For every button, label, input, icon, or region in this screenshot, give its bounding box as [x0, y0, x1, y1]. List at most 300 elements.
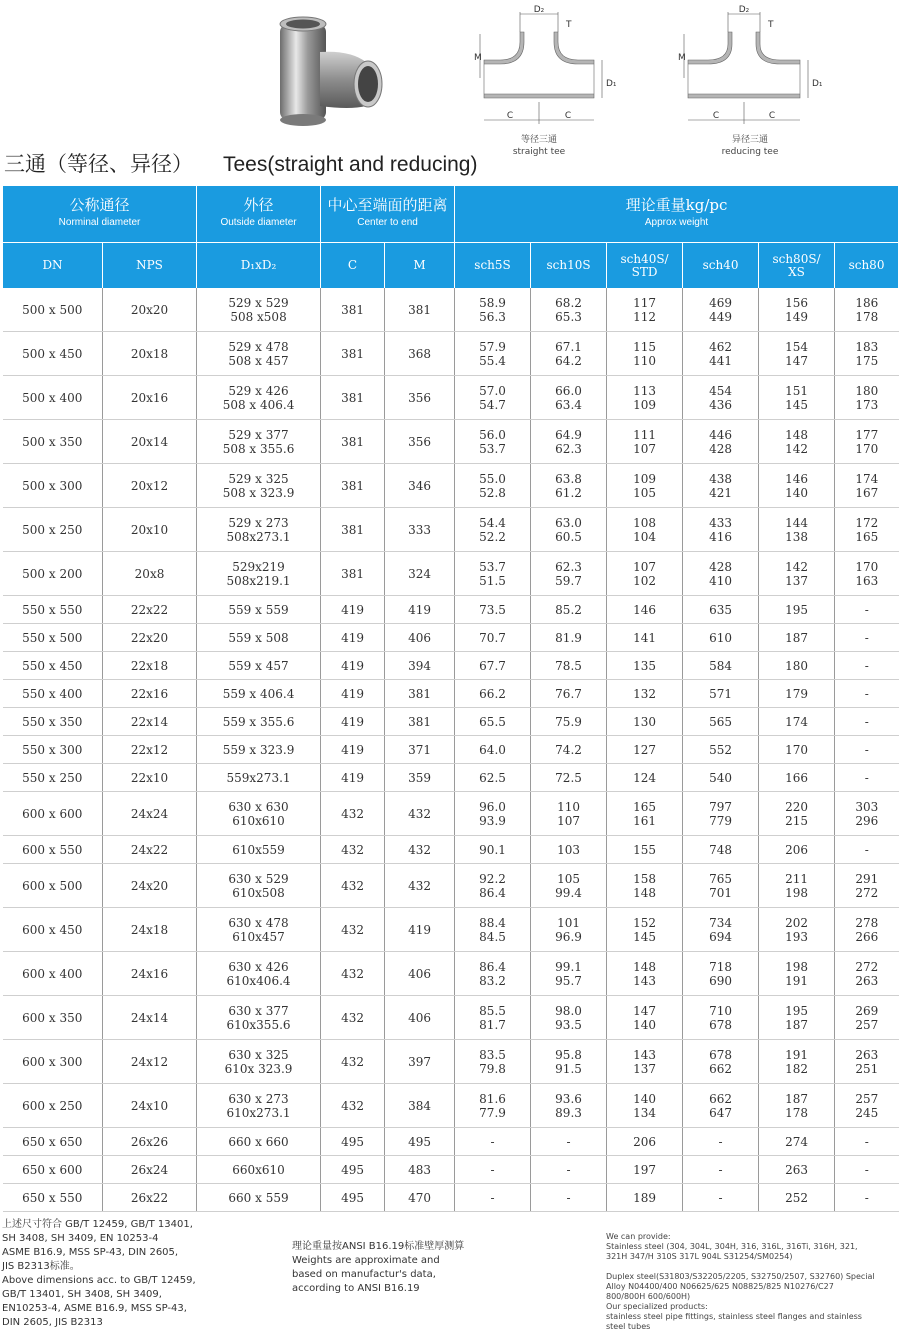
cell-sch40s-std	[607, 1084, 683, 1128]
cell-outside-diameter-value: 508 x 406.4	[222, 397, 295, 412]
cell-sch80s-xs-value: 170	[785, 742, 808, 757]
cell-outside-diameter-value: 610x559	[232, 842, 285, 857]
cell-sch10s	[531, 1128, 607, 1156]
cell-sch40s-std-value: 146	[633, 602, 656, 617]
cell-sch10s-value: 93.6	[555, 1091, 582, 1106]
cell-sch40	[683, 552, 759, 596]
cell-dn	[3, 652, 103, 680]
cell-m	[385, 952, 455, 996]
cell-sch80s-xs	[759, 552, 835, 596]
cell-sch80	[835, 1184, 899, 1212]
cell-sch40-value: 701	[709, 885, 732, 900]
cell-sch5s	[455, 464, 531, 508]
cell-dn-value: 600 x 450	[22, 922, 83, 937]
table-row	[3, 764, 899, 792]
cell-sch10s-value: 63.0	[555, 515, 582, 530]
header-area	[0, 0, 900, 200]
cell-c-value: 381	[341, 434, 364, 449]
cell-sch80s-xs-value: 252	[785, 1190, 808, 1205]
c-label-right: C	[564, 111, 572, 121]
header-row-columns	[3, 243, 899, 289]
cell-sch80s-xs	[759, 736, 835, 764]
header-center-cn: 中心至端面的距离	[327, 196, 448, 214]
cell-sch40s-std-value: 189	[633, 1190, 656, 1205]
cell-dn	[3, 1128, 103, 1156]
cell-nps	[103, 736, 197, 764]
cell-sch80	[835, 864, 899, 908]
cell-nps	[103, 1128, 197, 1156]
cell-sch10s-value: 74.2	[555, 742, 582, 757]
cell-sch10s	[531, 736, 607, 764]
table-row	[3, 552, 899, 596]
cell-sch40-value: 416	[709, 529, 732, 544]
cell-c-value: 432	[341, 1098, 364, 1113]
cell-sch10s-value: 64.2	[555, 353, 582, 368]
cell-sch5s	[455, 836, 531, 864]
cell-sch40s-std-value: 137	[633, 1061, 656, 1076]
cell-sch10s	[531, 464, 607, 508]
footer-line: JIS B2313标准。	[2, 1261, 80, 1272]
cell-sch80s-xs-value: 198	[785, 885, 808, 900]
t-label: T	[566, 20, 572, 30]
cell-sch5s-value: 56.3	[479, 309, 506, 324]
cell-outside-diameter-value: 559 x 406.4	[222, 686, 295, 701]
cell-dn	[3, 708, 103, 736]
cell-sch5s-value: 55.4	[479, 353, 506, 368]
cell-sch40	[683, 288, 759, 332]
cell-sch5s-value: 77.9	[479, 1105, 506, 1120]
cell-sch40s-std-value: 117	[633, 295, 656, 310]
cell-outside-diameter	[197, 1040, 321, 1084]
cell-sch40s-std-value: 165	[633, 799, 656, 814]
cell-sch5s-value: 83.2	[479, 973, 506, 988]
cell-nps-value: 24x16	[130, 966, 169, 981]
cell-sch80s-xs	[759, 1040, 835, 1084]
cell-dn	[3, 908, 103, 952]
cell-sch5s	[455, 864, 531, 908]
cell-sch80s-xs-value: 202	[785, 915, 808, 930]
cell-outside-diameter-value: 529 x 377	[228, 427, 289, 442]
cell-sch5s	[455, 1128, 531, 1156]
cell-sch80	[835, 1128, 899, 1156]
cell-sch40s-std	[607, 596, 683, 624]
cell-sch80	[835, 908, 899, 952]
cell-nps-value: 20x12	[130, 478, 169, 493]
reducing-tee-caption	[700, 134, 800, 158]
cell-outside-diameter-value: 508x219.1	[226, 573, 291, 588]
cell-sch40s-std	[607, 836, 683, 864]
cell-sch80s-xs-value: 142	[785, 441, 808, 456]
cell-sch80	[835, 764, 899, 792]
cell-sch10s-value: -	[566, 1190, 571, 1205]
footer-line: We can provide:	[606, 1232, 671, 1241]
cell-c-value: 381	[341, 302, 364, 317]
cell-sch5s-value: -	[490, 1134, 495, 1149]
cell-sch80-value: -	[864, 658, 869, 673]
cell-sch40	[683, 332, 759, 376]
cell-sch40s-std	[607, 764, 683, 792]
cell-sch80-value: 165	[855, 529, 879, 544]
cell-sch80-value: 269	[855, 1003, 879, 1018]
cell-sch40s-std	[607, 652, 683, 680]
cell-m	[385, 864, 455, 908]
table-row	[3, 996, 899, 1040]
column-header-text: D₁xD₂	[240, 258, 277, 272]
cell-nps-value: 24x20	[130, 878, 169, 893]
cell-sch40s-std-value: 113	[633, 383, 656, 398]
cell-c-value: 381	[341, 390, 364, 405]
cell-m-value: 384	[408, 1098, 431, 1113]
cell-dn-value: 650 x 600	[22, 1162, 83, 1177]
cell-sch5s-value: 62.5	[479, 770, 506, 785]
cell-nps-value: 22x20	[130, 630, 169, 645]
table-row	[3, 596, 899, 624]
cell-sch40s-std-value: 110	[633, 353, 656, 368]
cell-sch40	[683, 996, 759, 1040]
straight-tee-cn: 等径三通	[520, 135, 557, 145]
cell-m-value: 381	[408, 302, 431, 317]
cell-dn-value: 600 x 600	[22, 806, 83, 821]
title-cn: 三通（等径、异径）	[4, 152, 193, 176]
cell-c	[321, 332, 385, 376]
cell-sch80-value: 291	[855, 871, 879, 886]
footer-standards	[2, 1218, 202, 1330]
cell-sch40s-std-value: 109	[633, 397, 656, 412]
cell-sch80	[835, 288, 899, 332]
cell-sch5s	[455, 1184, 531, 1212]
cell-outside-diameter	[197, 764, 321, 792]
cell-nps-value: 26x26	[130, 1134, 169, 1149]
cell-dn-value: 550 x 250	[22, 770, 83, 785]
footer-line: 上述尺寸符合 GB/T 12459, GB/T 13401,	[2, 1219, 193, 1230]
header-outside-cn: 外径	[243, 196, 274, 214]
cell-sch40-value: 779	[709, 813, 732, 828]
cell-sch5s	[455, 596, 531, 624]
cell-m-value: 333	[408, 522, 431, 537]
column-header-sch80	[835, 243, 899, 289]
cell-sch10s-value: 95.8	[555, 1047, 582, 1062]
cell-c	[321, 836, 385, 864]
cell-sch40s-std-value: 115	[633, 339, 656, 354]
header-weight-cn: 理论重量kg/pc	[625, 196, 728, 214]
cell-sch5s	[455, 288, 531, 332]
cell-sch40s-std	[607, 420, 683, 464]
cell-sch5s-value: 88.4	[479, 915, 506, 930]
cell-c-value: 381	[341, 478, 364, 493]
cell-sch80	[835, 708, 899, 736]
cell-sch40s-std-value: 152	[633, 915, 656, 930]
cell-sch80s-xs-value: 187	[785, 630, 808, 645]
cell-outside-diameter-value: 529 x 325	[228, 471, 289, 486]
cell-sch5s-value: 67.7	[479, 658, 506, 673]
cell-dn	[3, 1184, 103, 1212]
cell-sch80-value: -	[864, 1162, 869, 1177]
cell-dn-value: 500 x 200	[22, 566, 83, 581]
cell-sch5s-value: 85.5	[479, 1003, 506, 1018]
cell-sch5s	[455, 508, 531, 552]
cell-sch40s-std-value: 141	[633, 630, 656, 645]
title-en: Tees(straight and reducing)	[223, 153, 478, 176]
cell-c-value: 419	[341, 714, 364, 729]
cell-dn-value: 500 x 450	[22, 346, 83, 361]
cell-sch40s-std-value: 104	[633, 529, 656, 544]
cell-sch40	[683, 764, 759, 792]
table-row	[3, 1128, 899, 1156]
footer-line: EN10253-4, ASME B16.9, MSS SP-43,	[2, 1303, 187, 1314]
cell-sch40s-std-value: 124	[633, 770, 656, 785]
cell-sch80	[835, 952, 899, 996]
cell-outside-diameter-value: 508 x 323.9	[222, 485, 295, 500]
cell-sch40	[683, 908, 759, 952]
cell-m-value: 432	[408, 842, 431, 857]
cell-sch5s-value: 54.7	[479, 397, 506, 412]
cell-sch40	[683, 836, 759, 864]
cell-c-value: 495	[341, 1134, 364, 1149]
cell-sch10s-value: 65.3	[555, 309, 582, 324]
cell-sch10s-value: 98.0	[555, 1003, 582, 1018]
cell-c	[321, 596, 385, 624]
cell-sch40-value: 718	[709, 959, 732, 974]
cell-sch40-value: 540	[709, 770, 732, 785]
footer-line: Stainless steel (304, 304L, 304H, 316, 316L, 316Ti, 316H, 321,	[606, 1242, 858, 1251]
column-header-text: XS	[788, 264, 805, 279]
cell-c	[321, 1184, 385, 1212]
cell-outside-diameter-value: 660 x 660	[228, 1134, 289, 1149]
cell-sch5s-value: 51.5	[479, 573, 506, 588]
cell-sch5s-value: 55.0	[479, 471, 506, 486]
cell-outside-diameter-value: 508 x 355.6	[222, 441, 295, 456]
cell-outside-diameter	[197, 1084, 321, 1128]
table-row	[3, 1084, 899, 1128]
cell-sch10s-value: 75.9	[555, 714, 582, 729]
column-header-text: sch10S	[546, 258, 591, 272]
cell-sch40-value: 441	[709, 353, 732, 368]
footer-line: GB/T 13401, SH 3408, SH 3409,	[2, 1289, 162, 1300]
cell-sch10s	[531, 288, 607, 332]
cell-sch40-value: 662	[709, 1091, 732, 1106]
cell-sch80s-xs-value: 211	[785, 871, 808, 886]
footer-line: DIN 2605, JIS B2313	[2, 1317, 103, 1328]
cell-outside-diameter	[197, 996, 321, 1040]
cell-outside-diameter	[197, 708, 321, 736]
header-center-en: Center to end	[357, 217, 418, 228]
cell-nps	[103, 908, 197, 952]
cell-m-value: 470	[408, 1190, 431, 1205]
d1-label: D₁	[812, 79, 823, 89]
cell-sch80s-xs	[759, 864, 835, 908]
cell-m-value: 394	[408, 658, 431, 673]
cell-dn	[3, 1040, 103, 1084]
cell-sch5s-value: 65.5	[479, 714, 506, 729]
column-header-text: DN	[42, 258, 63, 272]
cell-c-value: 419	[341, 658, 364, 673]
cell-sch10s-value: -	[566, 1134, 571, 1149]
cell-sch80s-xs	[759, 792, 835, 836]
cell-sch5s-value: 79.8	[479, 1061, 506, 1076]
cell-sch5s	[455, 764, 531, 792]
header-outside-en: Outside diameter	[220, 217, 297, 228]
cell-sch40s-std-value: 112	[633, 309, 656, 324]
cell-sch80s-xs	[759, 288, 835, 332]
cell-sch5s-value: 52.2	[479, 529, 506, 544]
cell-outside-diameter-value: 610x457	[232, 929, 285, 944]
cell-m-value: 356	[408, 434, 431, 449]
cell-m	[385, 836, 455, 864]
cell-m	[385, 708, 455, 736]
cell-sch40s-std	[607, 552, 683, 596]
cell-c	[321, 288, 385, 332]
cell-sch80	[835, 464, 899, 508]
cell-sch10s	[531, 708, 607, 736]
cell-sch40s-std	[607, 1156, 683, 1184]
cell-sch80	[835, 596, 899, 624]
column-header-text: C	[347, 258, 358, 272]
cell-sch80	[835, 1156, 899, 1184]
cell-sch80s-xs-value: 274	[785, 1134, 808, 1149]
cell-m	[385, 596, 455, 624]
cell-sch80s-xs	[759, 1084, 835, 1128]
cell-sch80	[835, 680, 899, 708]
cell-c	[321, 652, 385, 680]
cell-c	[321, 1156, 385, 1184]
cell-nps	[103, 996, 197, 1040]
cell-sch40-value: 421	[709, 485, 732, 500]
cell-sch80s-xs-value: 178	[785, 1105, 808, 1120]
cell-sch80	[835, 652, 899, 680]
cell-nps-value: 20x8	[134, 566, 165, 581]
cell-nps-value: 20x16	[130, 390, 169, 405]
d2-label: D₂	[533, 5, 545, 15]
cell-sch40	[683, 596, 759, 624]
cell-dn-value: 550 x 500	[22, 630, 83, 645]
cell-nps	[103, 420, 197, 464]
tee-photo	[270, 10, 390, 128]
cell-dn	[3, 736, 103, 764]
cell-sch10s	[531, 1184, 607, 1212]
cell-sch40s-std	[607, 680, 683, 708]
cell-sch10s	[531, 864, 607, 908]
cell-c	[321, 996, 385, 1040]
cell-outside-diameter	[197, 376, 321, 420]
cell-sch40-value: 428	[709, 441, 732, 456]
cell-nps	[103, 1156, 197, 1184]
cell-sch80s-xs-value: 182	[785, 1061, 808, 1076]
cell-dn	[3, 1084, 103, 1128]
cell-outside-diameter-value: 559 x 457	[228, 658, 289, 673]
cell-m-value: 381	[408, 686, 431, 701]
cell-sch5s	[455, 652, 531, 680]
cell-m	[385, 376, 455, 420]
table-row	[3, 420, 899, 464]
cell-sch40s-std-value: 155	[633, 842, 656, 857]
cell-sch80s-xs-value: 140	[785, 485, 808, 500]
cell-nps	[103, 652, 197, 680]
cell-dn	[3, 680, 103, 708]
cell-sch10s-value: 63.4	[555, 397, 582, 412]
cell-m	[385, 736, 455, 764]
cell-sch80-value: 245	[855, 1105, 879, 1120]
table-row	[3, 376, 899, 420]
table-row	[3, 1156, 899, 1184]
cell-sch80s-xs	[759, 464, 835, 508]
cell-sch40-value: 584	[709, 658, 732, 673]
cell-sch40-value: 662	[709, 1061, 732, 1076]
footer-line: 理论重量按ANSI B16.19标准壁厚测算	[292, 1241, 465, 1252]
cell-nps	[103, 708, 197, 736]
cell-m-value: 381	[408, 714, 431, 729]
cell-m-value: 346	[408, 478, 431, 493]
cell-sch80s-xs-value: 142	[785, 559, 808, 574]
cell-sch10s	[531, 836, 607, 864]
column-header-text: sch80	[848, 258, 885, 272]
cell-sch80s-xs-value: 174	[785, 714, 808, 729]
cell-sch10s	[531, 552, 607, 596]
cell-dn	[3, 596, 103, 624]
cell-sch40	[683, 508, 759, 552]
cell-sch5s	[455, 420, 531, 464]
cell-sch5s-value: 93.9	[479, 813, 506, 828]
cell-c	[321, 952, 385, 996]
cell-sch40	[683, 376, 759, 420]
cell-sch80s-xs-value: 195	[785, 602, 808, 617]
cell-nps-value: 22x18	[130, 658, 169, 673]
cell-sch5s	[455, 952, 531, 996]
cell-sch40	[683, 624, 759, 652]
footer-line: 800/800H 600/600H)	[606, 1292, 691, 1301]
cell-sch5s-value: -	[490, 1190, 495, 1205]
cell-m	[385, 1040, 455, 1084]
footer-line: steel tubes	[606, 1322, 651, 1331]
cell-sch40	[683, 736, 759, 764]
cell-sch40s-std-value: 109	[633, 471, 656, 486]
cell-outside-diameter-value: 630 x 426	[228, 959, 289, 974]
cell-sch80-value: 167	[855, 485, 879, 500]
cell-sch80s-xs	[759, 376, 835, 420]
cell-nps-value: 20x10	[130, 522, 169, 537]
cell-outside-diameter	[197, 1156, 321, 1184]
cell-sch5s	[455, 1040, 531, 1084]
footer-line: Our specialized products:	[606, 1302, 708, 1311]
cell-sch80s-xs	[759, 652, 835, 680]
cell-sch5s-value: 86.4	[479, 885, 506, 900]
cell-sch80	[835, 996, 899, 1040]
cell-dn-value: 600 x 550	[22, 842, 83, 857]
cell-c-value: 432	[341, 842, 364, 857]
cell-m-value: 359	[408, 770, 431, 785]
cell-sch5s-value: 53.7	[479, 441, 506, 456]
cell-m	[385, 908, 455, 952]
cell-c-value: 432	[341, 878, 364, 893]
cell-m	[385, 764, 455, 792]
cell-sch5s-value: 81.6	[479, 1091, 506, 1106]
table-row	[3, 708, 899, 736]
table-row	[3, 332, 899, 376]
cell-sch10s	[531, 1084, 607, 1128]
cell-sch10s-value: 89.3	[555, 1105, 582, 1120]
cell-outside-diameter	[197, 420, 321, 464]
footer-line: SH 3408, SH 3409, EN 10253-4	[2, 1233, 159, 1244]
cell-dn	[3, 288, 103, 332]
cell-sch80s-xs-value: 195	[785, 1003, 808, 1018]
cell-dn-value: 600 x 250	[22, 1098, 83, 1113]
cell-c-value: 419	[341, 602, 364, 617]
cell-sch10s-value: 101	[557, 915, 580, 930]
cell-nps-value: 22x12	[130, 742, 169, 757]
cell-sch40	[683, 708, 759, 736]
cell-sch5s-value: 56.0	[479, 427, 506, 442]
cell-sch40	[683, 1184, 759, 1212]
cell-sch5s-value: 57.0	[479, 383, 506, 398]
